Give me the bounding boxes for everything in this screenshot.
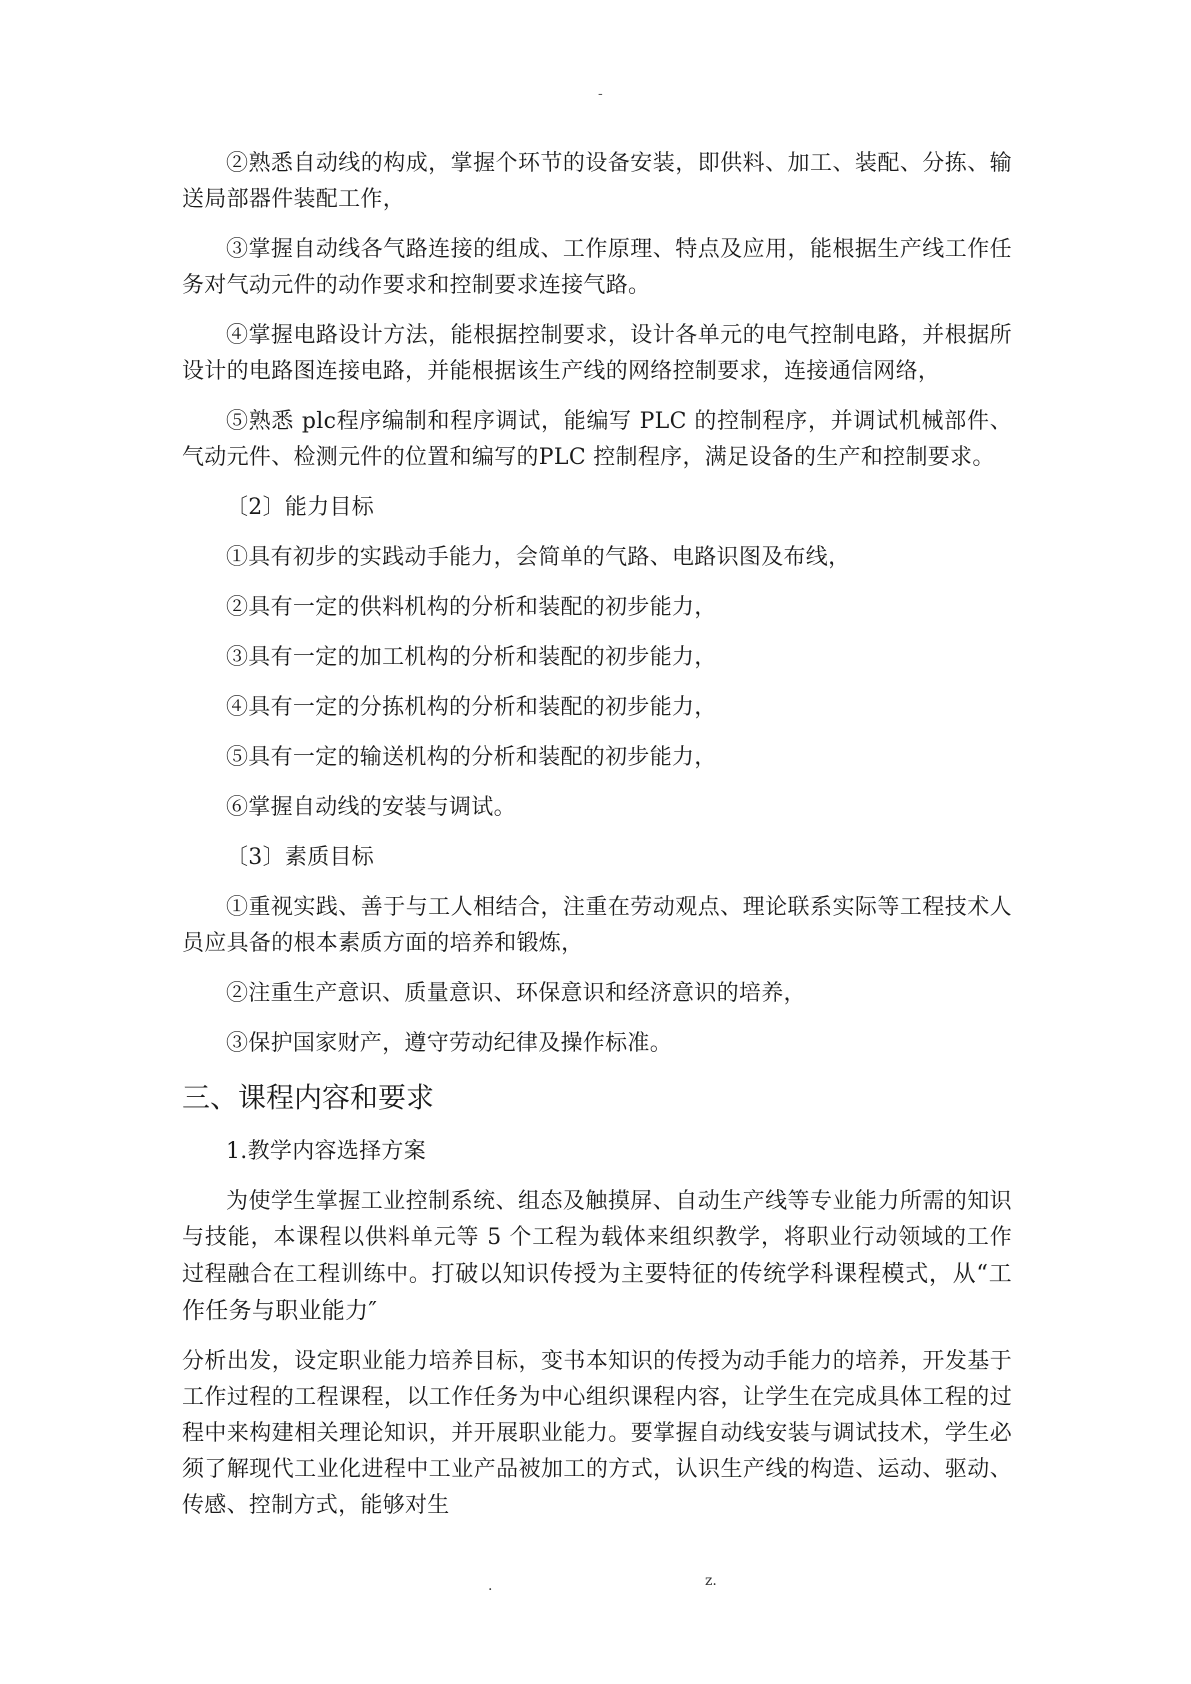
knowledge-goal-4: ④掌握电路设计方法，能根据控制要求，设计各单元的电气控制电路，并根据所设计的电路图连接电路，并能根据该生产线的网络控制要求，连接通信网络， [182, 323, 1012, 384]
ability-goal-4: ④具有一定的分拣机构的分析和装配的初步能力， [226, 695, 717, 720]
quality-goals-title: 〔3〕素质目标 [226, 845, 375, 870]
quality-goal-3: ③保护国家财产，遵守劳动纪律及操作标准。 [226, 1031, 673, 1056]
knowledge-goal-2: ②熟悉自动线的构成，掌握个环节的设备安装，即供料、加工、装配、分拣、输送局部器件装配工作， [182, 151, 1012, 212]
ability-goal-6: ⑥掌握自动线的安装与调试。 [226, 795, 516, 820]
content-paragraph [182, 1184, 1012, 1330]
knowledge-goal-5: ⑤熟悉 plc程序编制和程序调试，能编写 PLC 的控制程序，并调试机械部件、气动元件、检测元件的位置和编写的PLC 控制程序，满足设备的生产和控制要求。 [182, 409, 1012, 470]
footer-left-mark: . [488, 1578, 493, 1594]
quality-goal-2: ②注重生产意识、质量意识、环保意识和经济意识的培养， [226, 981, 806, 1006]
content-paragraph-part-2: 打破以知识传授为主要特征的传统学科课程模式，从“工作任务与职业能力″ [182, 1261, 1012, 1324]
ability-goal-2: ②具有一定的供料机构的分析和装配的初步能力， [226, 595, 717, 620]
quality-goal-1: ①重视实践、善于与工人相结合，注重在劳动观点、理论联系实际等工程技术人员应具备的根本素质方面的培养和锻炼， [182, 895, 1012, 956]
document-body [182, 146, 1012, 1538]
content-paragraph-part-1: 为使学生掌握工业控制系统、组态及触摸屏、自动生产线等专业能力所需的知识与技能，本课程以供料单元等 5 个工程为载体来组织教学，将职业行动领域的工作过程融合在工程训练中。 [182, 1189, 1012, 1287]
ability-goals-title: 〔2〕能力目标 [226, 495, 375, 520]
content-paragraph-continued: 分析出发，设定职业能力培养目标，变书本知识的传授为动手能力的培养，开发基于工作过程的工程课程，以工作任务为中心组织课程内容，让学生在完成具体工程的过程中来构建相关理论知识，并开展职业能力。要掌握自动线安装与调试技术，学生必须了解现代工业化进程中工业产品被加工的方式，认识生产线的构造、运动、驱动、传感、控制方式，能够对生 [182, 1349, 1012, 1518]
footer-right-mark: z. [705, 1573, 717, 1589]
knowledge-goal-3: ③掌握自动线各气路连接的组成、工作原理、特点及应用，能根据生产线工作任务对气动元件的动作要求和控制要求连接气路。 [182, 237, 1012, 298]
subsection-title: 1.教学内容选择方案 [226, 1139, 426, 1164]
ability-goal-5: ⑤具有一定的输送机构的分析和装配的初步能力， [226, 745, 717, 770]
ability-goal-3: ③具有一定的加工机构的分析和装配的初步能力， [226, 645, 717, 670]
ability-goal-1: ①具有初步的实践动手能力，会简单的气路、电路识图及布线， [226, 545, 851, 570]
section-heading: 三、课程内容和要求 [182, 1081, 435, 1114]
header-mark: - [598, 86, 603, 102]
